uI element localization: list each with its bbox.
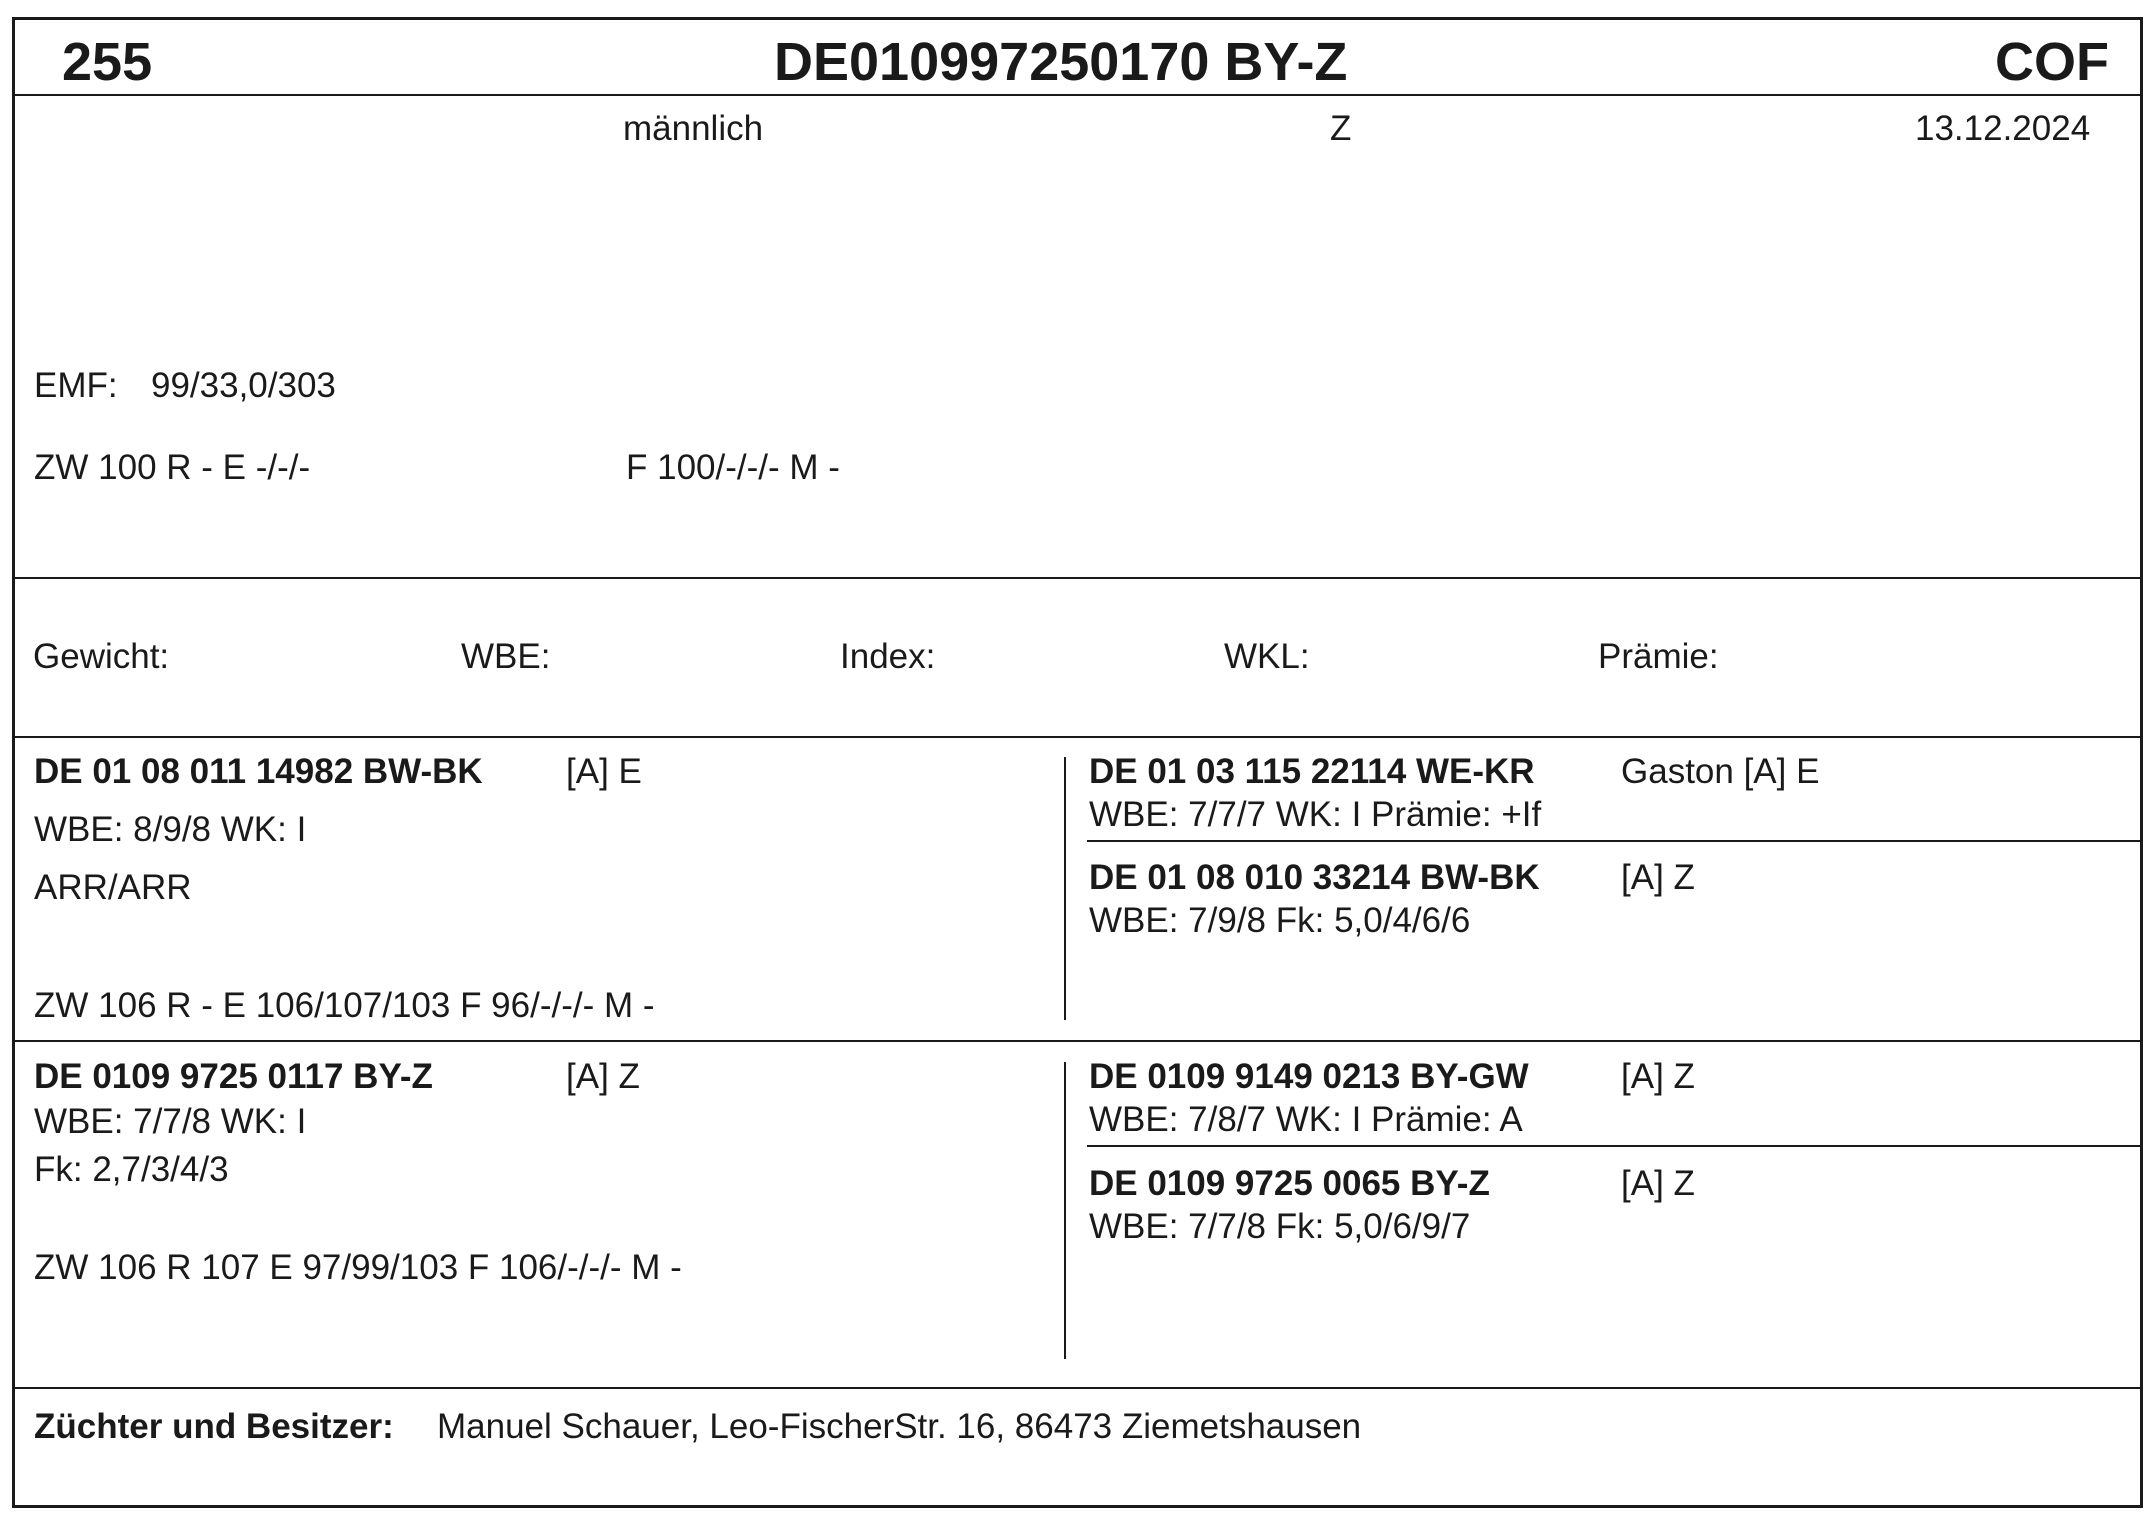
dam-sire-tags: [A] Z bbox=[1621, 1057, 1695, 1096]
dam-id: DE 0109 9725 0117 BY-Z bbox=[34, 1057, 433, 1096]
dam-evaluation: WBE: 7/7/8 WK: I bbox=[34, 1102, 307, 1141]
sex-value: männlich bbox=[623, 109, 764, 148]
sire-id: DE 01 08 011 14982 BW-BK bbox=[34, 752, 483, 791]
sire-dam-evaluation: WBE: 7/9/8 Fk: 5,0/4/6/6 bbox=[1089, 901, 1471, 940]
sire-dam-tags: [A] Z bbox=[1621, 858, 1695, 897]
emf-value: 99/33,0/303 bbox=[151, 366, 336, 405]
sire-genotype: ARR/ARR bbox=[34, 868, 192, 907]
wbe-label: WBE: bbox=[461, 637, 551, 676]
sire-tags: [A] E bbox=[566, 752, 642, 791]
breeding-value-zw: ZW 100 R - E -/-/- bbox=[34, 448, 311, 487]
emf-label: EMF: bbox=[34, 366, 118, 405]
sire-sire-tags: Gaston [A] E bbox=[1621, 752, 1820, 791]
dam-tags: [A] Z bbox=[566, 1057, 640, 1096]
catalog-number: 255 bbox=[62, 32, 153, 92]
premium-label: Prämie: bbox=[1598, 637, 1719, 676]
index-label: Index: bbox=[840, 637, 936, 676]
dam-grandparents-divider bbox=[1087, 1145, 2143, 1147]
dam-dam-tags: [A] Z bbox=[1621, 1164, 1695, 1203]
sire-breeding-values: ZW 106 R - E 106/107/103 F 96/-/-/- M - bbox=[34, 986, 655, 1025]
sire-sire-evaluation: WBE: 7/7/7 WK: I Prämie: +If bbox=[1089, 795, 1542, 834]
sire-evaluation: WBE: 8/9/8 WK: I bbox=[34, 810, 307, 849]
evaluation-section-divider bbox=[12, 736, 2143, 738]
dam-dam-evaluation: WBE: 7/7/8 Fk: 5,0/6/9/7 bbox=[1089, 1207, 1471, 1246]
wkl-label: WKL: bbox=[1224, 637, 1310, 676]
dam-sire-id: DE 0109 9149 0213 BY-GW bbox=[1089, 1057, 1529, 1096]
dam-sire-evaluation: WBE: 7/8/7 WK: I Prämie: A bbox=[1089, 1100, 1523, 1139]
dam-column-divider bbox=[1064, 1062, 1066, 1359]
sire-dam-id: DE 01 08 010 33214 BW-BK bbox=[1089, 858, 1540, 897]
sire-column-divider bbox=[1064, 757, 1066, 1020]
pedigree-section-divider bbox=[12, 1387, 2143, 1389]
header-divider bbox=[12, 94, 2143, 96]
class-value: Z bbox=[1330, 109, 1352, 148]
sire-section-divider bbox=[12, 1040, 2143, 1042]
sire-grandparents-divider bbox=[1087, 840, 2143, 842]
info-section-divider bbox=[12, 577, 2143, 579]
sire-sire-id: DE 01 03 115 22114 WE-KR bbox=[1089, 752, 1535, 791]
dam-breeding-values: ZW 106 R 107 E 97/99/103 F 106/-/-/- M - bbox=[34, 1248, 682, 1287]
breeding-value-f: F 100/-/-/- M - bbox=[626, 448, 840, 487]
dam-dam-id: DE 0109 9725 0065 BY-Z bbox=[1089, 1164, 1490, 1203]
breed-code: COF bbox=[1995, 32, 2109, 92]
weight-label: Gewicht: bbox=[33, 637, 170, 676]
date-value: 13.12.2024 bbox=[1915, 109, 2091, 148]
dam-fk-values: Fk: 2,7/3/4/3 bbox=[34, 1150, 229, 1189]
owner-value: Manuel Schauer, Leo-FischerStr. 16, 86473 Ziemetshausen bbox=[437, 1407, 1362, 1446]
ring-number: DE010997250170 BY-Z bbox=[774, 32, 1348, 92]
owner-label: Züchter und Besitzer: bbox=[34, 1407, 394, 1446]
